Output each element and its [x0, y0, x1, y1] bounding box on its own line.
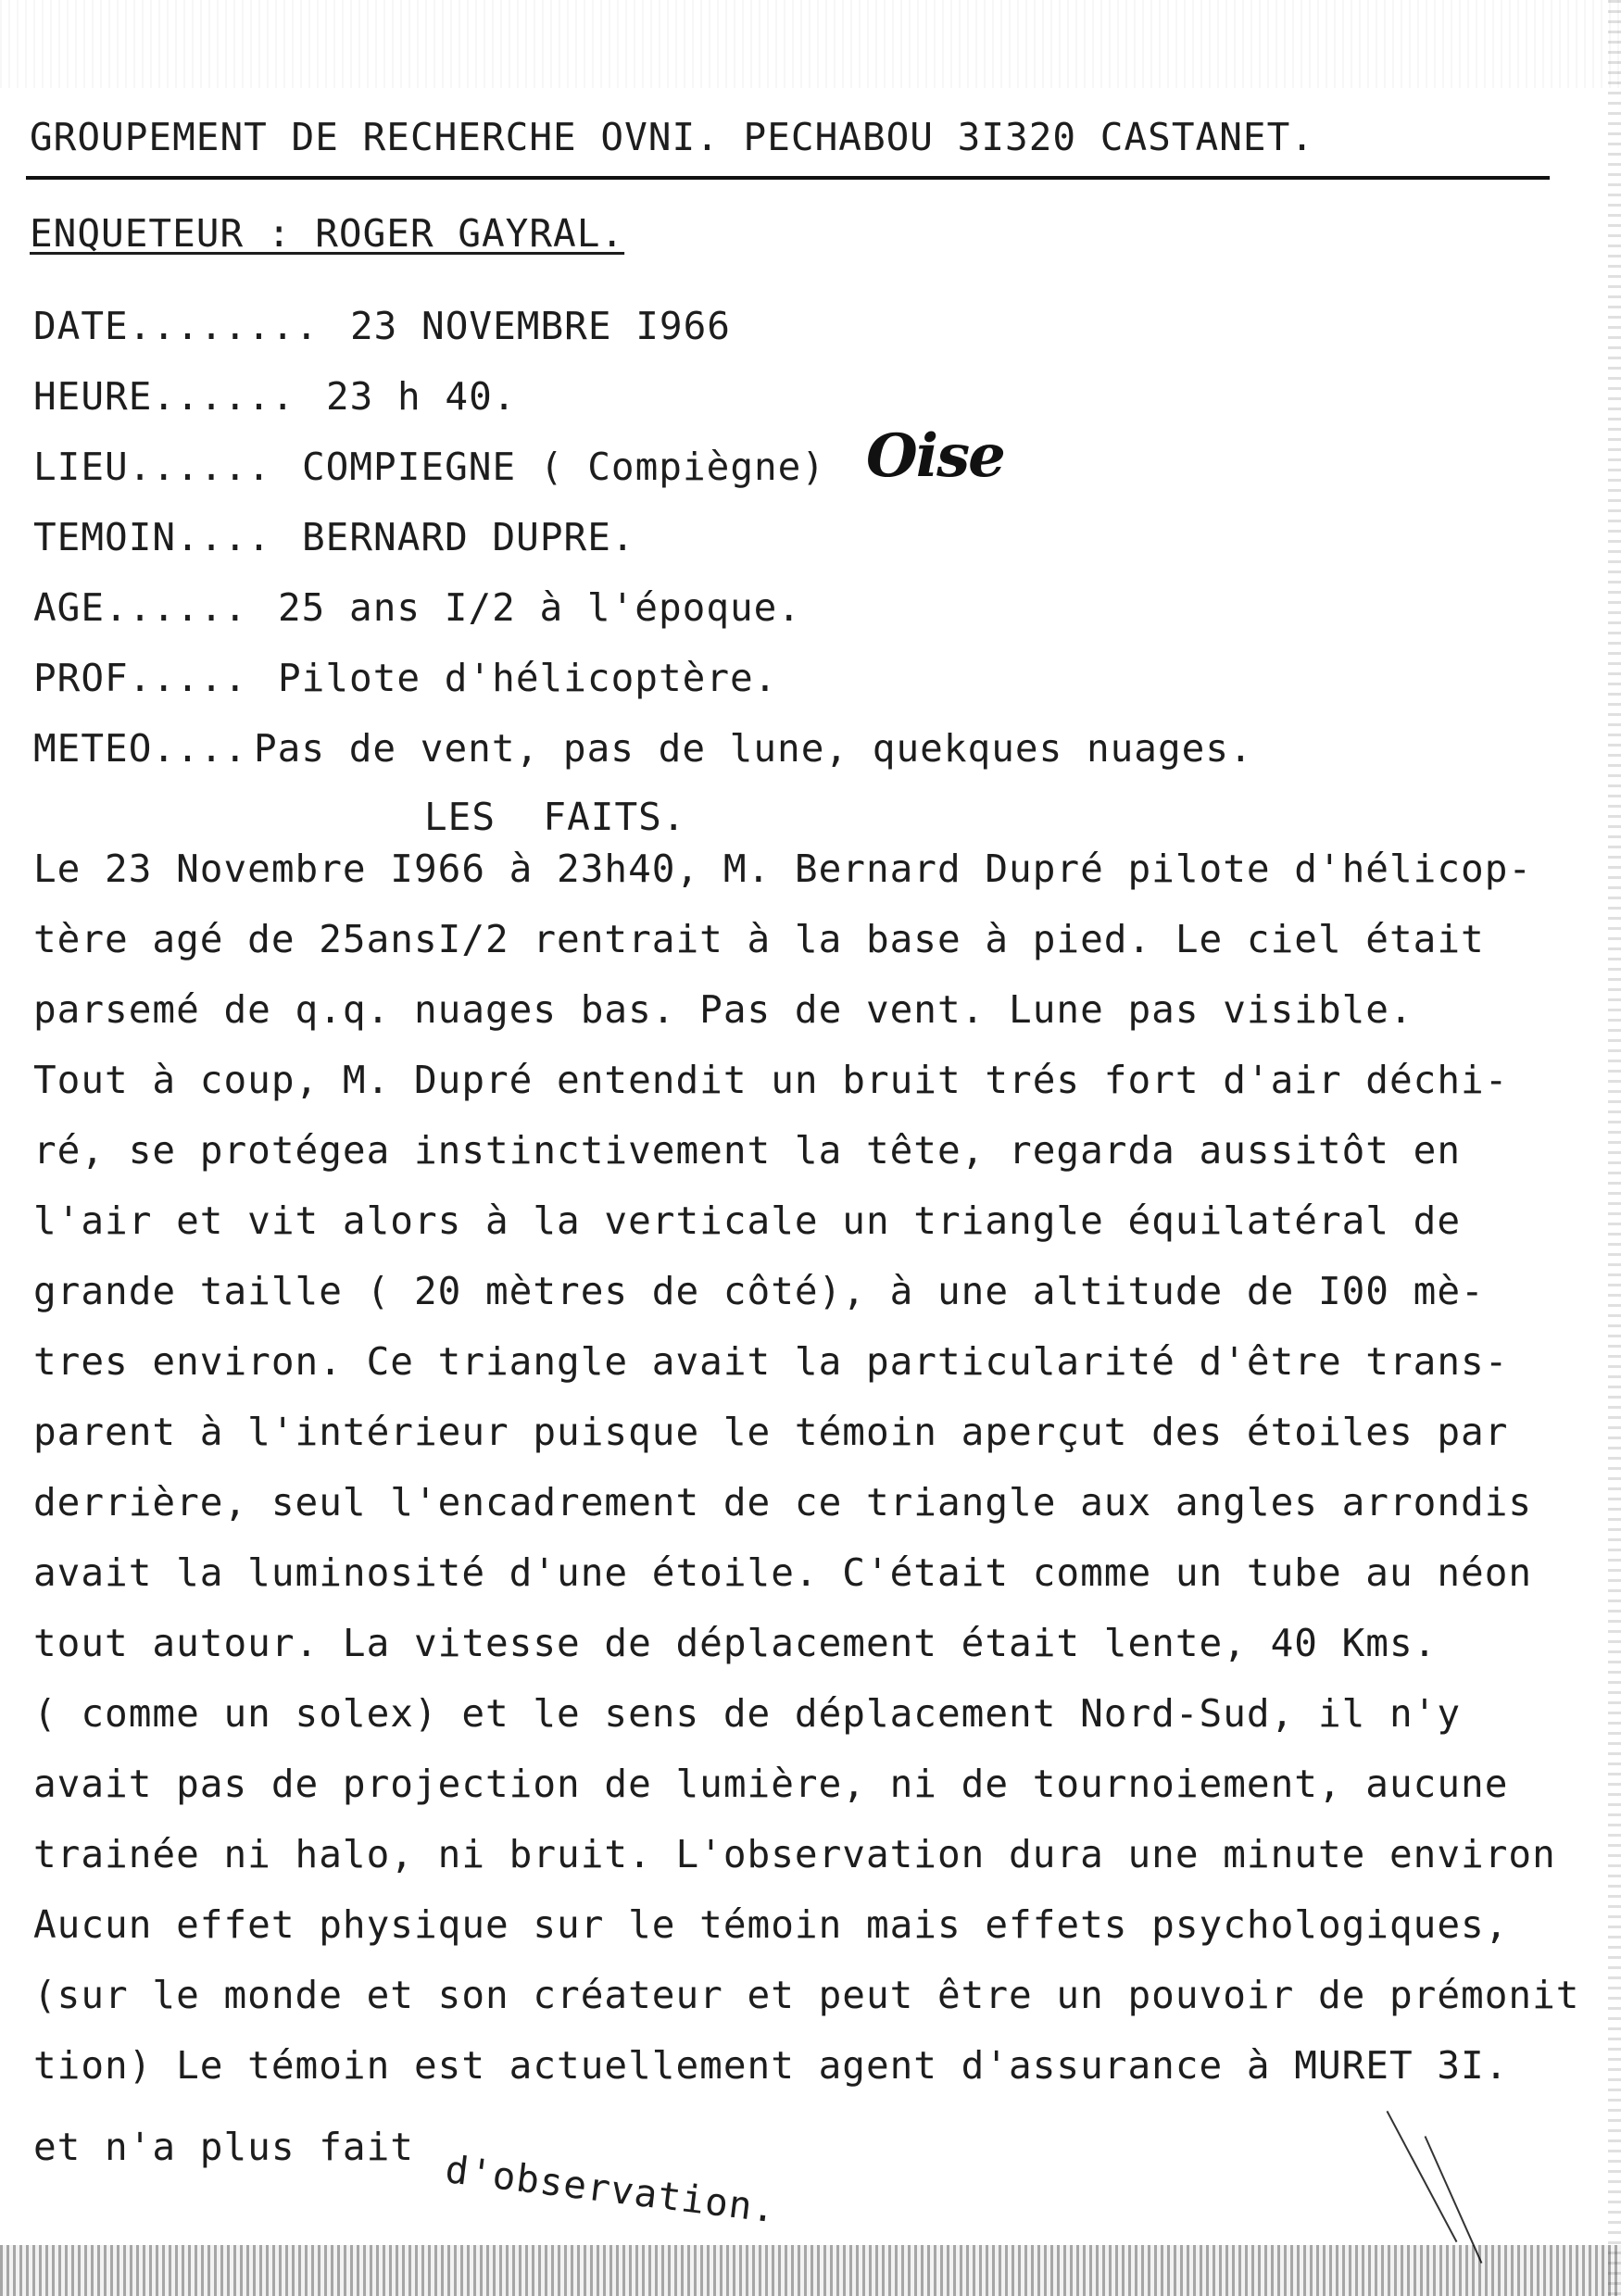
pen-stroke	[1387, 2111, 1458, 2242]
field-value: COMPIEGNE ( Compiègne)	[302, 445, 826, 489]
body-line: ré, se protégea instinctivement la tête, regarda aussitôt en	[33, 1128, 1462, 1173]
field-label: HEURE......	[33, 374, 295, 419]
body-line: Tout à coup, M. Dupré entendit un bruit trés fort d'air déchi-	[33, 1058, 1509, 1102]
field-value: 23 NOVEMBRE I966	[350, 304, 731, 348]
body-line: tère agé de 25ansI/2 rentrait à la base à pied. Le ciel était	[33, 917, 1485, 961]
body-line: ( comme un solex) et le sens de déplacement Nord-Sud, il n'y	[33, 1691, 1462, 1736]
body-line: Le 23 Novembre I966 à 23h40, M. Bernard Dupré pilote d'hélicop-	[33, 847, 1533, 891]
scan-noise-top	[0, 0, 1621, 88]
closing-word: d'observation.	[443, 2147, 779, 2232]
scan-noise-bottom	[0, 2245, 1621, 2296]
body-line: derrière, seul l'encadrement de ce triangle aux angles arrondis	[33, 1480, 1533, 1524]
body-line: Aucun effet physique sur le témoin mais effets psychologiques,	[33, 1902, 1509, 1947]
org-header-line: GROUPEMENT DE RECHERCHE OVNI. PECHABOU 3I320 CASTANET.	[30, 115, 1314, 159]
field-label: DATE........	[33, 304, 320, 348]
section-title: LES FAITS.	[424, 795, 686, 839]
body-line: l'air et vit alors à la verticale un triangle équilatéral de	[33, 1198, 1462, 1243]
field-value: 23 h 40.	[326, 374, 517, 419]
body-line: tres environ. Ce triangle avait la particularité d'être trans-	[33, 1339, 1509, 1384]
header-rule	[26, 176, 1550, 180]
scan-noise-right-edge	[1608, 0, 1621, 2296]
body-line: et n'a plus fait	[33, 2125, 414, 2169]
field-label: LIEU......	[33, 445, 271, 489]
field-value: BERNARD DUPRE.	[302, 515, 635, 559]
body-line: tout autour. La vitesse de déplacement était lente, 40 Kms.	[33, 1621, 1438, 1665]
body-line: avait pas de projection de lumière, ni de tournoiement, aucune	[33, 1762, 1509, 1806]
field-label: AGE......	[33, 585, 248, 630]
body-line: grande taille ( 20 mètres de côté), à une altitude de I00 mè-	[33, 1269, 1485, 1313]
field-value: Pas de vent, pas de lune, quekques nuages.	[254, 726, 1253, 771]
investigator-line: ENQUETEUR : ROGER GAYRAL.	[30, 211, 625, 256]
body-line: parsemé de q.q. nuages bas. Pas de vent. Lune pas visible.	[33, 987, 1414, 1032]
field-value: Pilote d'hélicoptère.	[278, 656, 778, 700]
body-line: (sur le monde et son créateur et peut être un pouvoir de prémonit	[33, 1973, 1580, 2017]
body-line: avait la luminosité d'une étoile. C'était comme un tube au néon	[33, 1550, 1533, 1595]
field-label: PROF.....	[33, 656, 248, 700]
field-value: 25 ans I/2 à l'époque.	[278, 585, 802, 630]
body-line: trainée ni halo, ni bruit. L'observation dura une minute environ	[33, 1832, 1556, 1876]
field-label: METEO....	[33, 726, 248, 771]
body-line: tion) Le témoin est actuellement agent d'assurance à MURET 3I.	[33, 2043, 1509, 2088]
body-line: parent à l'intérieur puisque le témoin aperçut des étoiles par	[33, 1410, 1509, 1454]
field-label: TEMOIN....	[33, 515, 271, 559]
handwritten-annotation: Oise	[866, 421, 1004, 491]
